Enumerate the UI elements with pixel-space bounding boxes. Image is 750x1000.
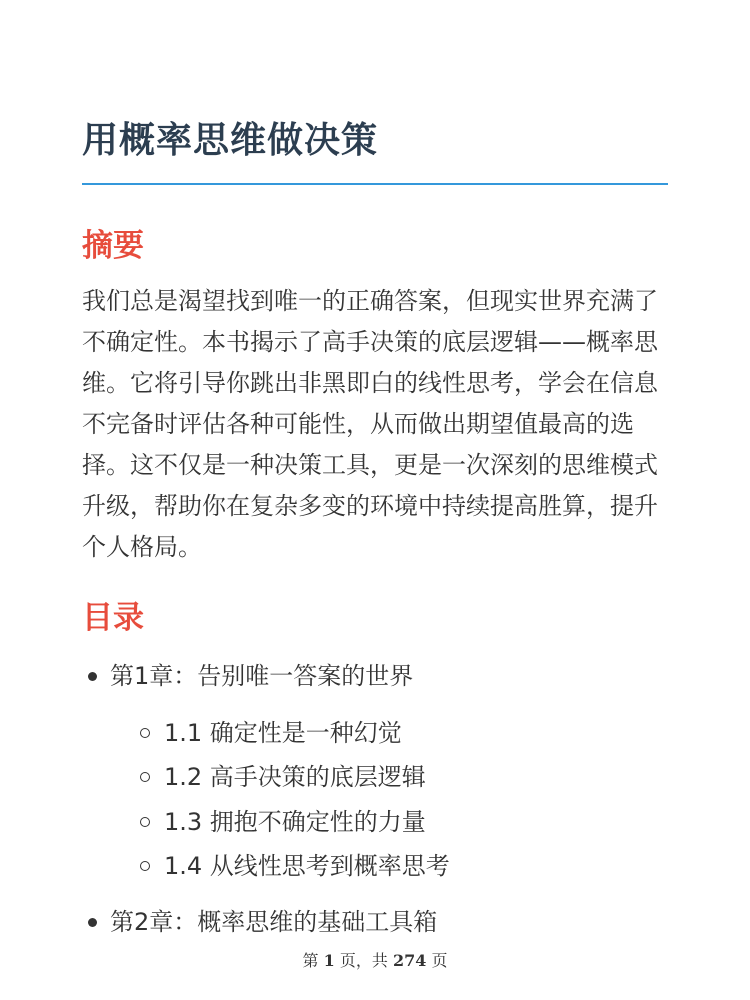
toc-section-1-1[interactable] [164, 716, 402, 750]
toc-heading: 目录 [82, 600, 144, 636]
total-pages: 274 [392, 951, 427, 970]
bullet-circle-icon [140, 861, 150, 871]
toc-chapter-label: 第1章：告别唯一答案的世界 [110, 662, 414, 690]
toc-section-label: 1.1 确定性是一种幻觉 [164, 719, 402, 747]
footer-suffix: 页 [426, 951, 448, 970]
toc-section-label: 1.4 从线性思考到概率思考 [164, 852, 450, 880]
page-footer [0, 948, 750, 971]
toc-chapter-1[interactable] [110, 659, 413, 693]
bullet-circle-icon [140, 772, 150, 782]
bullet-disc-icon [88, 918, 97, 927]
bullet-circle-icon [140, 817, 150, 827]
toc-chapter-2[interactable] [110, 905, 437, 939]
toc-section-1-3[interactable] [164, 805, 426, 839]
abstract-body: 我们总是渴望找到唯一的正确答案，但现实世界充满了不确定性。本书揭示了高手决策的底层逻辑——概率思维。它将引导你跳出非黑即白的线性思考，学会在信息不完备时评估各种可能性，从而做出期望值最高的选择。这不仅是一种决策工具，更是一次深刻的思维模式升级，帮助你在复杂多变的环境中持续提高胜算，提升个人格局。 [82, 287, 658, 561]
page-number: 1 [323, 951, 335, 970]
toc-section-1-2[interactable] [164, 760, 426, 794]
bullet-circle-icon [140, 728, 150, 738]
footer-middle: 页，共 [334, 951, 393, 970]
bullet-disc-icon [88, 672, 97, 681]
title-divider [82, 183, 668, 185]
toc-chapter-label: 第2章：概率思维的基础工具箱 [110, 908, 438, 936]
footer-prefix: 第 [302, 951, 324, 970]
document-title: 用概率思维做决策 [82, 120, 379, 161]
abstract-heading: 摘要 [82, 228, 144, 264]
toc-section-1-4[interactable] [164, 849, 450, 883]
toc-section-label: 1.3 拥抱不确定性的力量 [164, 808, 426, 836]
toc-section-label: 1.2 高手决策的底层逻辑 [164, 763, 426, 791]
